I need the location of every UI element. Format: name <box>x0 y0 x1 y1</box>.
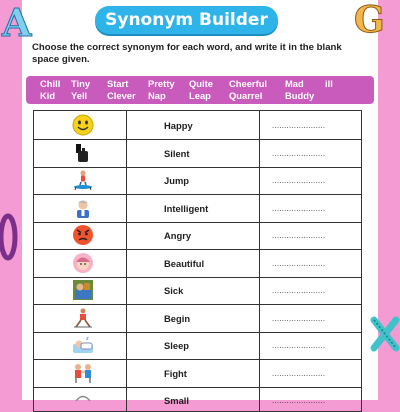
svg-text:z: z <box>86 336 89 342</box>
row-divider <box>34 222 361 223</box>
girl-face-icon <box>72 252 94 274</box>
letter-a-decoration <box>0 0 34 42</box>
race-start-icon <box>72 307 94 329</box>
small-item-icon <box>72 389 94 411</box>
answer-blank[interactable]: ...................... <box>272 396 326 405</box>
table-row-word: Fight <box>164 368 187 379</box>
answer-blank[interactable]: ...................... <box>272 314 326 323</box>
column-divider <box>259 111 260 411</box>
row-divider <box>34 359 361 360</box>
row-divider <box>34 167 361 168</box>
row-divider <box>34 387 361 388</box>
word-bank-item: Mad Buddy <box>285 78 315 101</box>
teal-x-decoration <box>368 314 400 354</box>
answer-blank[interactable]: ...................... <box>272 121 326 130</box>
answer-blank[interactable]: ...................... <box>272 176 326 185</box>
answer-blank[interactable]: ...................... <box>272 341 326 350</box>
answer-blank[interactable]: ...................... <box>272 369 326 378</box>
table-row-word: Silent <box>164 148 190 159</box>
row-divider <box>34 304 361 305</box>
word-bank-item: Tiny Yell <box>71 78 91 101</box>
row-divider <box>34 277 361 278</box>
smiley-face-icon <box>72 114 94 136</box>
answer-blank[interactable]: ...................... <box>272 286 326 295</box>
word-bank <box>26 76 374 104</box>
table-row-word: Sleep <box>164 340 190 351</box>
word-bank-item: Cheerful Quarrel <box>229 78 268 101</box>
synonym-table <box>33 110 362 412</box>
table-row-word: Small <box>164 395 190 406</box>
row-divider <box>34 332 361 333</box>
answer-blank[interactable]: ...................... <box>272 204 326 213</box>
instructions-text: Choose the correct synonym for each word, and write it in the blank space given. <box>32 42 342 65</box>
trampoline-jump-icon <box>72 169 94 191</box>
row-divider <box>34 249 361 250</box>
row-divider <box>34 139 361 140</box>
word-bank-item: Quite Leap <box>189 78 213 101</box>
page-title: Synonym Builder <box>105 10 268 30</box>
angry-face-icon <box>72 224 94 246</box>
hand-shush-icon <box>72 142 94 164</box>
answer-blank[interactable]: ...................... <box>272 231 326 240</box>
table-row-word: Jump <box>164 175 190 186</box>
table-row-word: Sick <box>164 285 184 296</box>
title-banner <box>95 6 278 34</box>
table-row-word: Angry <box>164 230 192 241</box>
answer-blank[interactable]: ...................... <box>272 149 326 158</box>
table-row-word: Begin <box>164 313 191 324</box>
sick-person-icon <box>72 279 94 301</box>
professor-icon <box>72 197 94 219</box>
table-row-word: Happy <box>164 120 193 131</box>
word-bank-item: Chill Kid <box>40 78 61 101</box>
answer-blank[interactable]: ...................... <box>272 259 326 268</box>
word-bank-item: ill <box>325 78 333 89</box>
table-row-word: Beautiful <box>164 258 205 269</box>
table-row-word: Intelligent <box>164 203 209 214</box>
sleeping-baby-icon <box>72 334 94 356</box>
column-divider <box>126 111 127 411</box>
word-bank-item: Start Clever <box>107 78 136 101</box>
row-divider <box>34 194 361 195</box>
word-bank-item: Pretty Nap <box>148 78 175 101</box>
letter-g-text: G <box>354 0 385 38</box>
kids-fighting-icon <box>72 362 94 384</box>
letter-g-decoration <box>352 0 400 38</box>
purple-zero-decoration <box>0 212 20 262</box>
letter-a-text: A <box>2 0 32 42</box>
